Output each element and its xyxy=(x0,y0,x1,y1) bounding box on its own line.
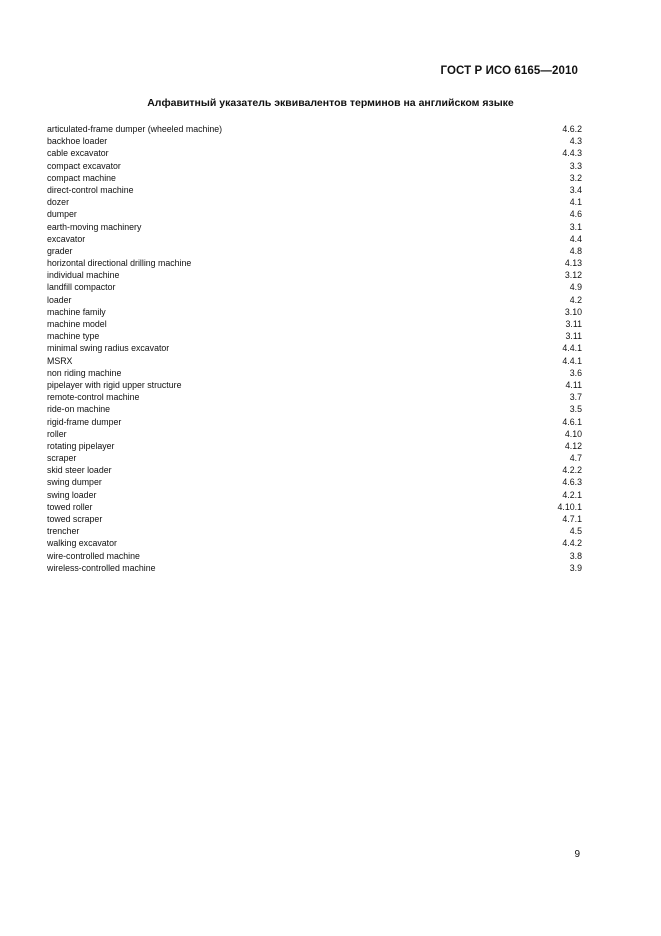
index-entry-reference: 4.6.3 xyxy=(562,477,582,488)
index-entry-reference: 3.9 xyxy=(569,562,582,573)
index-entry-reference: 3.3 xyxy=(569,160,582,171)
index-entry-term: cable excavator xyxy=(47,148,109,159)
index-entry xyxy=(47,233,582,245)
index-entry-reference: 4.8 xyxy=(569,245,582,256)
index-entry-reference: 3.5 xyxy=(569,404,582,415)
index-entry-term: skid steer loader xyxy=(47,465,112,476)
index-entry-reference: 3.10 xyxy=(564,306,582,317)
index-entry xyxy=(47,196,582,208)
index-entry xyxy=(47,208,582,220)
page-number: 9 xyxy=(574,849,580,860)
index-entry xyxy=(47,281,582,293)
index-entry-term: compact excavator xyxy=(47,160,121,171)
index-entry xyxy=(47,464,582,476)
index-entry-reference: 3.8 xyxy=(569,550,582,561)
index-entry xyxy=(47,416,582,428)
index-entry xyxy=(47,403,582,415)
index-entry xyxy=(47,550,582,562)
index-entry-reference: 3.12 xyxy=(564,270,582,281)
index-entry-reference: 4.5 xyxy=(569,526,582,537)
index-entry-reference: 4.11 xyxy=(565,379,582,390)
index-entry xyxy=(47,367,582,379)
index-entry xyxy=(47,245,582,257)
index-entry-reference: 4.6 xyxy=(569,209,582,220)
index-entry-reference: 3.6 xyxy=(569,367,582,378)
index-entry-term: earth-moving machinery xyxy=(47,221,142,232)
index-entry-reference: 4.4.1 xyxy=(562,355,582,366)
index-entry-term: individual machine xyxy=(47,270,120,281)
index-entry-reference: 4.2.1 xyxy=(562,489,582,500)
index-entry-reference: 3.4 xyxy=(569,184,582,195)
index-entry xyxy=(47,452,582,464)
index-entry-term: machine family xyxy=(47,306,106,317)
index-entry-reference: 4.4 xyxy=(569,233,582,244)
index-entry-term: rigid-frame dumper xyxy=(47,416,122,427)
index-entry-reference: 3.7 xyxy=(569,392,582,403)
index-entry-term: landfill compactor xyxy=(47,282,116,293)
index-entry-term: horizontal directional drilling machine xyxy=(47,258,192,269)
index-entry xyxy=(47,391,582,403)
index-entry-term: scraper xyxy=(47,453,77,464)
index-entry-term: remote-control machine xyxy=(47,392,140,403)
index-entry xyxy=(47,513,582,525)
index-entry-reference: 4.6.1 xyxy=(562,416,582,427)
index-entry-term: trencher xyxy=(47,526,80,537)
index-entry xyxy=(47,525,582,537)
index-entry-term: swing dumper xyxy=(47,477,102,488)
index-entry-reference: 4.1 xyxy=(569,197,582,208)
index-entry-term: roller xyxy=(47,428,67,439)
index-entry-reference: 3.11 xyxy=(565,331,582,342)
index-entry-term: swing loader xyxy=(47,489,97,500)
index-entry-term: pipelayer with rigid upper structure xyxy=(47,379,182,390)
index-entry xyxy=(47,135,582,147)
index-entry-reference: 4.2 xyxy=(569,294,582,305)
index-entry-reference: 4.4.1 xyxy=(562,343,582,354)
index-entry xyxy=(47,440,582,452)
index-entry-term: rotating pipelayer xyxy=(47,440,115,451)
index-entry xyxy=(47,221,582,233)
index-entry xyxy=(47,330,582,342)
index-entry xyxy=(47,476,582,488)
index-entry-term: non riding machine xyxy=(47,367,122,378)
index-entry-term: minimal swing radius excavator xyxy=(47,343,170,354)
index-entry-reference: 3.1 xyxy=(569,221,582,232)
index-entry-reference: 3.11 xyxy=(565,319,582,329)
index-entry-term: articulated-frame dumper (wheeled machine) xyxy=(47,124,223,134)
index-entry xyxy=(47,123,582,135)
index-entry xyxy=(47,160,582,172)
index-entry-term: ride-on machine xyxy=(47,404,111,415)
index-entry-term: dumper xyxy=(47,209,77,220)
index-entry xyxy=(47,489,582,501)
index-entry-term: machine type xyxy=(47,331,100,342)
index-entry-reference: 4.13 xyxy=(564,258,582,269)
index-entry-term: excavator xyxy=(47,233,86,244)
index-entry xyxy=(47,562,582,574)
index-entry-term: direct-control machine xyxy=(47,184,134,195)
index-entry-reference: 4.7 xyxy=(569,453,582,464)
index-entry-reference: 4.3 xyxy=(569,136,582,147)
index-entry-term: wire-controlled machine xyxy=(47,550,140,561)
index-entry-term: loader xyxy=(47,294,72,305)
index-entry-reference: 4.6.2 xyxy=(562,124,582,134)
index-entry-term: towed scraper xyxy=(47,514,103,524)
index-entry xyxy=(47,172,582,184)
index-entry-term: walking excavator xyxy=(47,538,117,549)
index-entry-reference: 4.10 xyxy=(564,428,582,439)
index-entry-term: wireless-controlled machine xyxy=(47,562,156,573)
index-entry-term: compact machine xyxy=(47,172,116,183)
index-entry-reference: 4.9 xyxy=(569,282,582,293)
index-entry xyxy=(47,342,582,354)
index-entry-reference: 4.10.1 xyxy=(557,501,582,512)
index-entry xyxy=(47,147,582,159)
index-entry xyxy=(47,355,582,367)
index-entry xyxy=(47,269,582,281)
index-entry xyxy=(47,306,582,318)
index-entry xyxy=(47,428,582,440)
index-entry xyxy=(47,257,582,269)
index-entry-reference: 4.7.1 xyxy=(562,514,582,524)
index-title: Алфавитный указатель эквивалентов терминов на английском языке xyxy=(147,97,514,109)
document-code: ГОСТ Р ИСО 6165—2010 xyxy=(440,65,578,77)
index-entry xyxy=(47,537,582,549)
index-entry xyxy=(47,501,582,513)
index-entry-term: backhoe loader xyxy=(47,136,108,147)
index-entry-term: towed roller xyxy=(47,501,93,512)
index-entry-reference: 4.4.2 xyxy=(562,538,582,549)
index-entry-term: MSRX xyxy=(47,355,73,366)
index-entry xyxy=(47,379,582,391)
index-entry-term: grader xyxy=(47,245,73,256)
index-entry xyxy=(47,184,582,196)
index-entry-reference: 4.12 xyxy=(564,440,582,451)
term-index-list xyxy=(47,123,582,574)
index-entry xyxy=(47,294,582,306)
index-entry-reference: 4.4.3 xyxy=(562,148,582,159)
index-entry xyxy=(47,318,582,330)
index-entry-term: dozer xyxy=(47,197,70,208)
index-entry-reference: 3.2 xyxy=(569,172,582,183)
index-entry-reference: 4.2.2 xyxy=(562,465,582,476)
index-entry-term: machine model xyxy=(47,319,107,329)
